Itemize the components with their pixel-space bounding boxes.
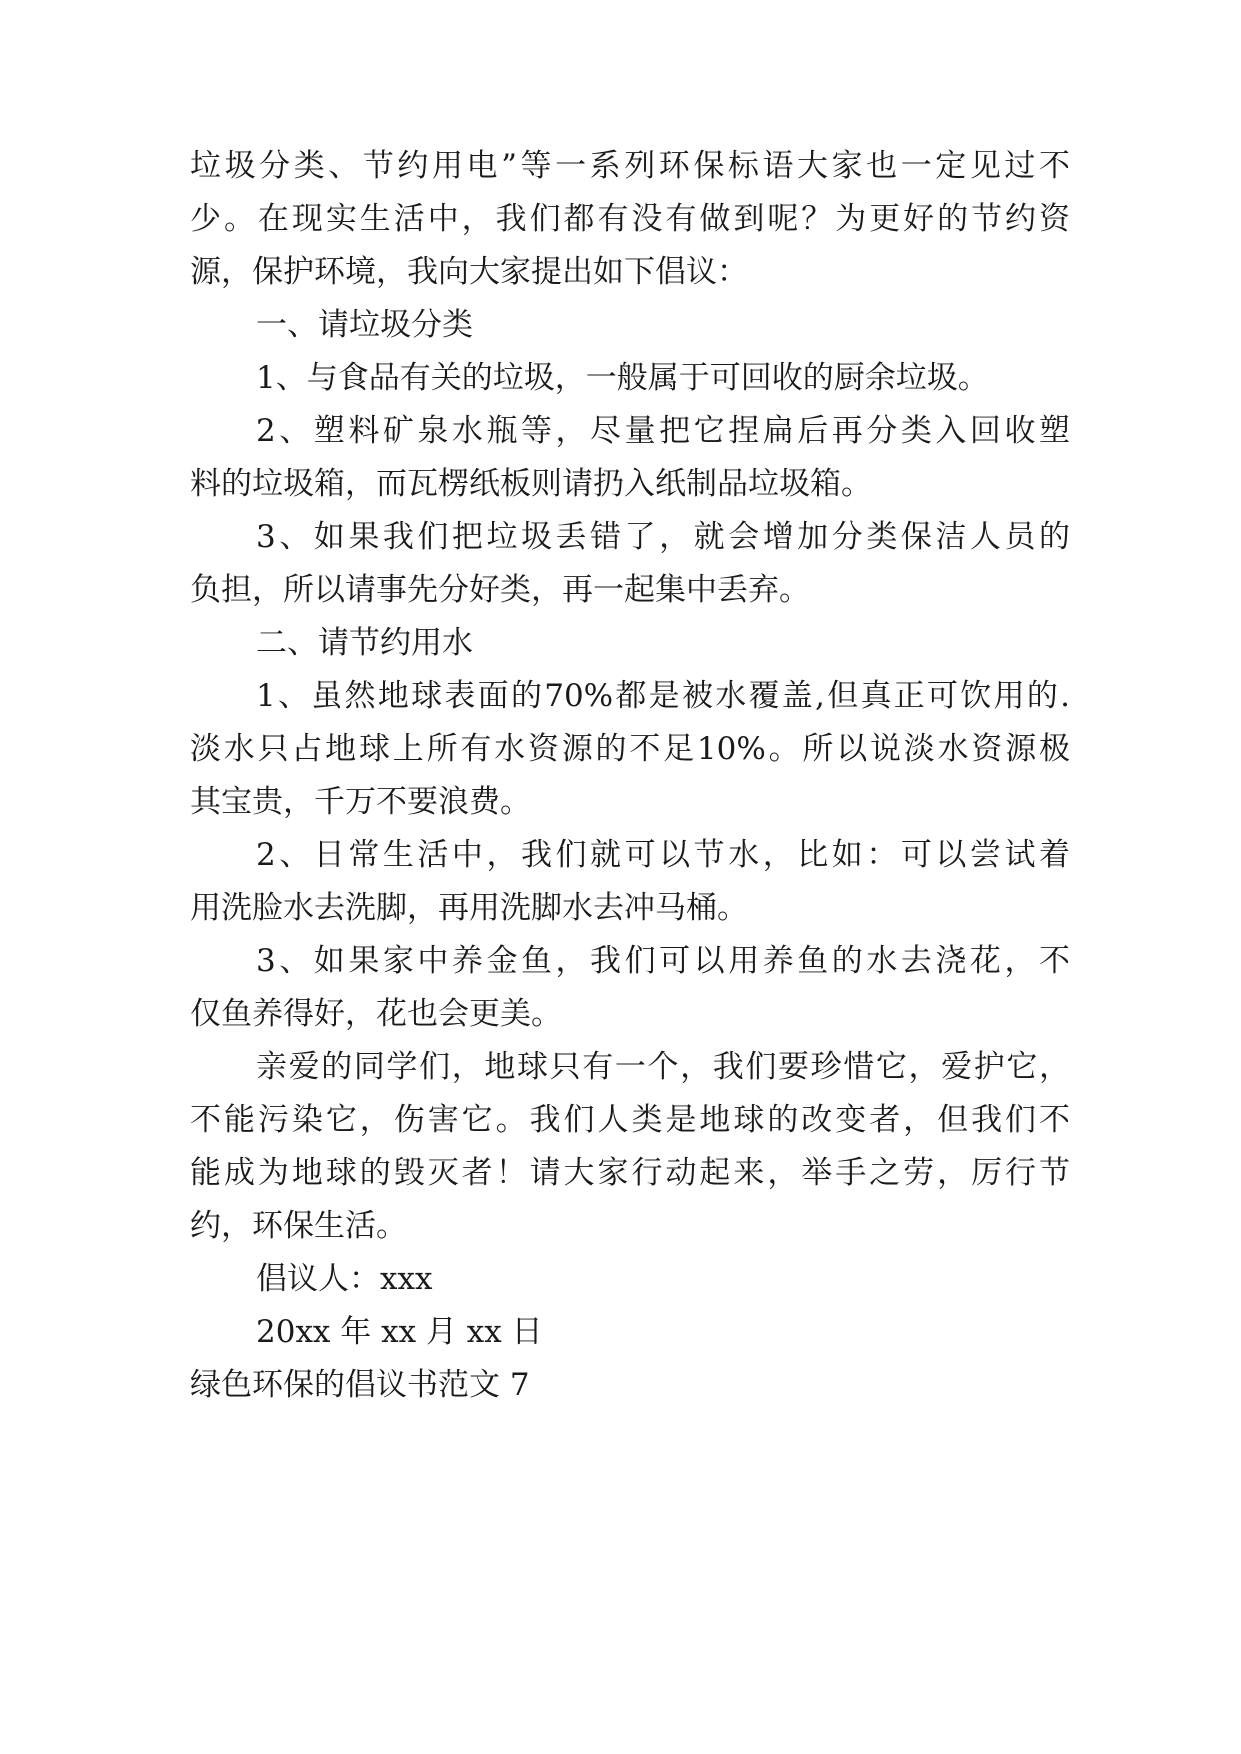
garbage-item-2-line-2: 料的垃圾箱，而瓦楞纸板则请扔入纸制品垃圾箱。 [190,466,872,502]
section-heading-garbage: 一、请垃圾分类 [256,307,473,343]
section-heading-water: 二、请节约用水 [256,625,473,661]
closing-paragraph-line-4: 约，环保生活。 [190,1208,407,1244]
paragraph-intro-line-1: 垃圾分类、节约用电”等一系列环保标语大家也一定见过不 [190,148,1070,184]
paragraph-intro-line-3: 源，保护环境，我向大家提出如下倡议： [190,254,748,290]
water-item-2-line-1: 2、日常生活中，我们就可以节水，比如：可以尝试着 [256,837,1070,873]
next-section-title: 绿色环保的倡议书范文 7 [190,1367,530,1403]
signature-date: 20xx 年 xx 月 xx 日 [256,1314,543,1350]
water-item-1-line-1: 1、虽然地球表面的70%都是被水覆盖,但真正可饮用的. [256,678,1070,714]
water-item-2-line-2: 用洗脸水去洗脚，再用洗脚水去冲马桶。 [190,890,748,926]
closing-paragraph-line-1: 亲爱的同学们，地球只有一个，我们要珍惜它，爱护它， [256,1049,1070,1085]
garbage-item-1: 1、与食品有关的垃圾，一般属于可回收的厨余垃圾。 [256,360,989,396]
water-item-3-line-1: 3、如果家中养金鱼，我们可以用养鱼的水去浇花，不 [256,943,1070,979]
signature-initiator: 倡议人：xxx [256,1261,433,1297]
closing-paragraph-line-2: 不能污染它，伤害它。我们人类是地球的改变者，但我们不 [190,1102,1070,1138]
water-item-3-line-2: 仅鱼养得好，花也会更美。 [190,996,562,1032]
paragraph-intro-line-2: 少。在现实生活中，我们都有没有做到呢？为更好的节约资 [190,201,1070,237]
water-item-1-line-2: 淡水只占地球上所有水资源的不足10%。所以说淡水资源极 [190,731,1070,767]
garbage-item-3-line-2: 负担，所以请事先分好类，再一起集中丢弃。 [190,572,810,608]
garbage-item-2-line-1: 2、塑料矿泉水瓶等，尽量把它捏扁后再分类入回收塑 [256,413,1070,449]
water-item-1-line-3: 其宝贵，千万不要浪费。 [190,784,531,820]
garbage-item-3-line-1: 3、如果我们把垃圾丢错了，就会增加分类保洁人员的 [256,519,1070,555]
closing-paragraph-line-3: 能成为地球的毁灭者！请大家行动起来，举手之劳，厉行节 [190,1155,1070,1191]
